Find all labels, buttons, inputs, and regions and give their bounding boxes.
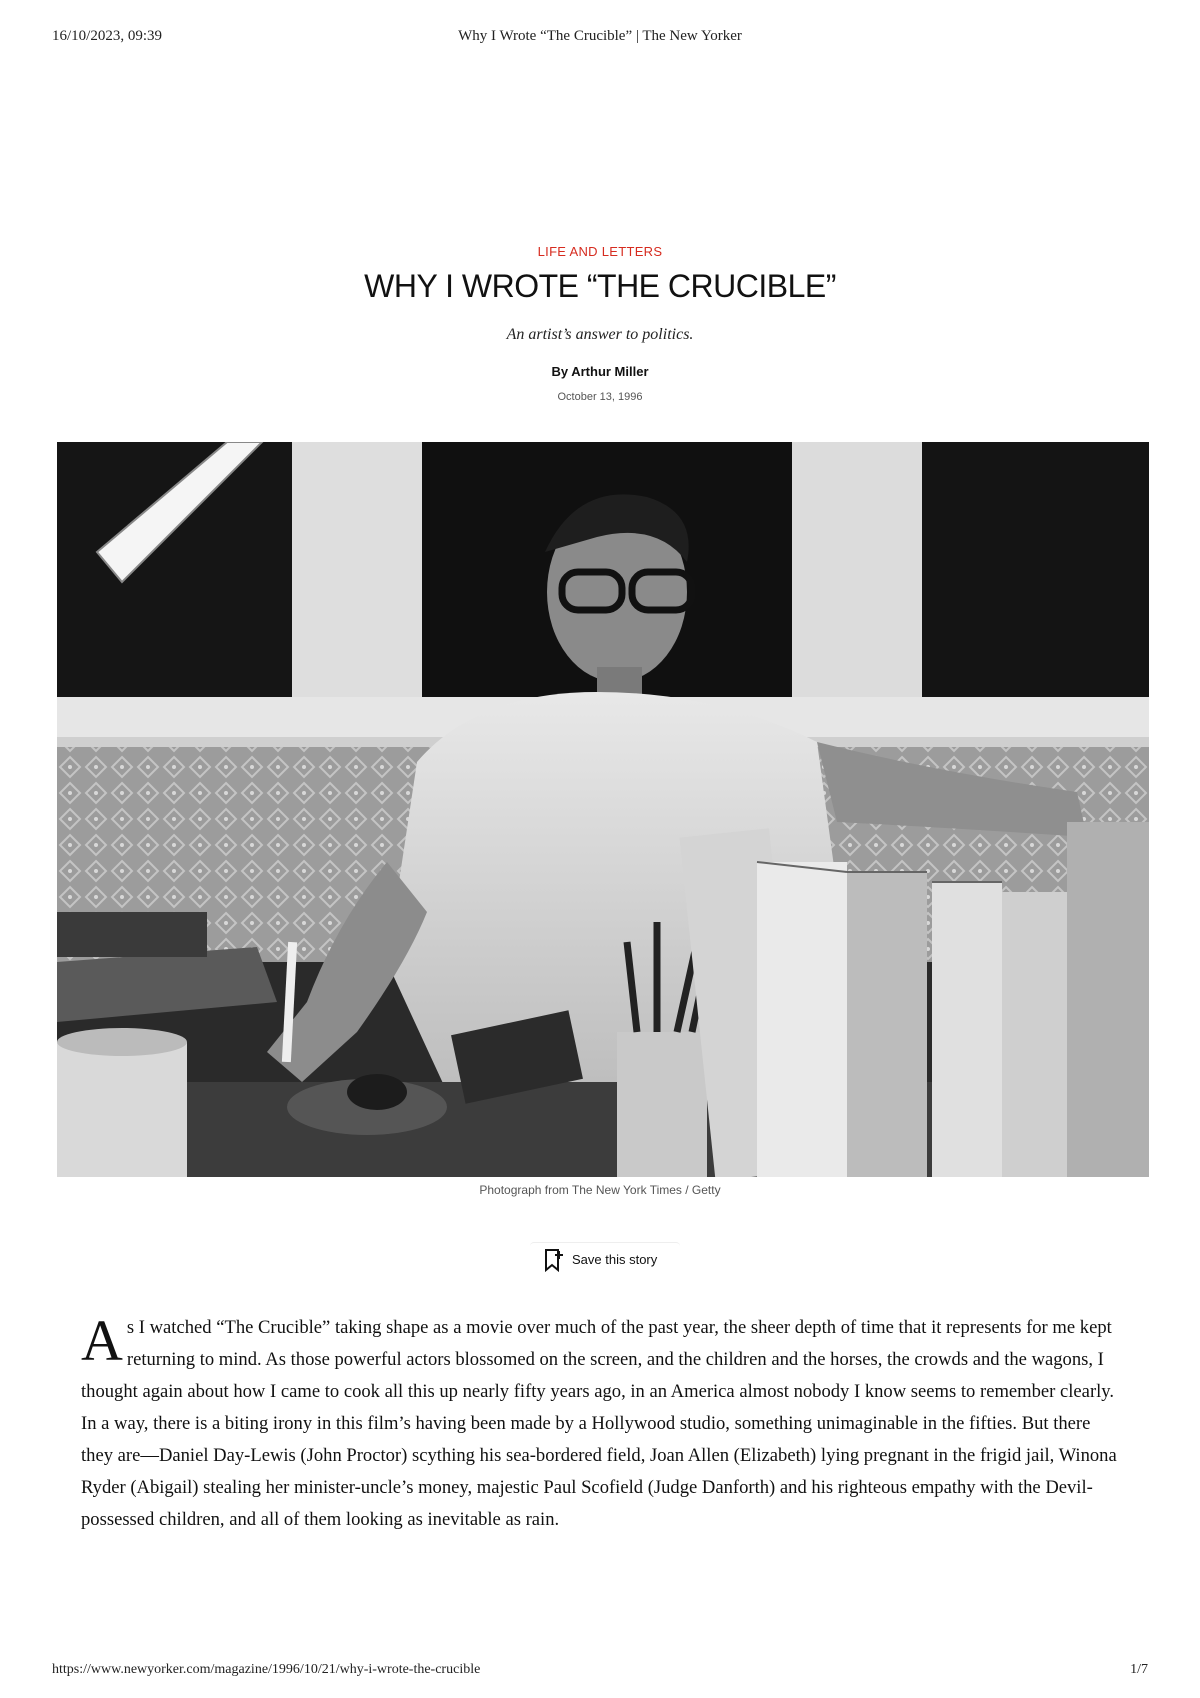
article-dek: An artist’s answer to politics. — [506, 326, 694, 343]
publication-date: October 13, 1996 — [557, 391, 643, 403]
save-story-label: Save this story — [572, 1252, 658, 1267]
print-footer — [52, 1662, 1148, 1682]
page-number: 1/7 — [1130, 1662, 1148, 1677]
page-title: WHY I WROTE “THE CRUCIBLE” — [364, 268, 836, 304]
bookmark-plus-icon — [544, 1248, 564, 1272]
article-body — [81, 1308, 1121, 1536]
print-document-title: Why I Wrote “The Crucible” | The New Yorker — [458, 28, 742, 44]
article-paragraph: s I watched “The Crucible” taking shape as a movie over much of the past year, the sheer depth of time that it represents for me kept returning to mind. As those powerful actors blossomed on the screen, and the children and the horses, the crowds and the wagons, I thought again about how I came to cook all this up nearly fifty years ago, in an America almost nobody I know seems to remember clearly. In a way, there is a biting irony in this film’s having been made by a Hollywood studio, something unimaginable in the fifties. But there they are—Daniel Day-Lewis (John Proctor) scything his sea-bordered field, Joan Allen (Elizabeth) lying pregnant in the frigid jail, Winona Ryder (Abigail) stealing her minister-uncle’s money, majestic Paul Scofield (Judge Danforth) and his righteous empathy with the Devil-possessed children, and all of them looking as inevitable as rain. — [81, 1317, 1117, 1530]
print-date: 16/10/2023, 09:39 — [52, 28, 163, 44]
save-story-button[interactable] — [530, 1242, 680, 1276]
byline-author-link[interactable]: By Arthur Miller — [551, 364, 649, 379]
photo-caption: Photograph from The New York Times / Getty — [479, 1183, 721, 1197]
lead-photo-illustration — [57, 442, 1149, 1177]
print-header — [52, 28, 1148, 48]
drop-cap: A — [81, 1308, 123, 1373]
print-url: https://www.newyorker.com/magazine/1996/10/21/why-i-wrote-the-crucible — [52, 1662, 481, 1677]
rubric-link[interactable]: LIFE AND LETTERS — [537, 244, 663, 259]
lead-photo — [57, 442, 1149, 1177]
